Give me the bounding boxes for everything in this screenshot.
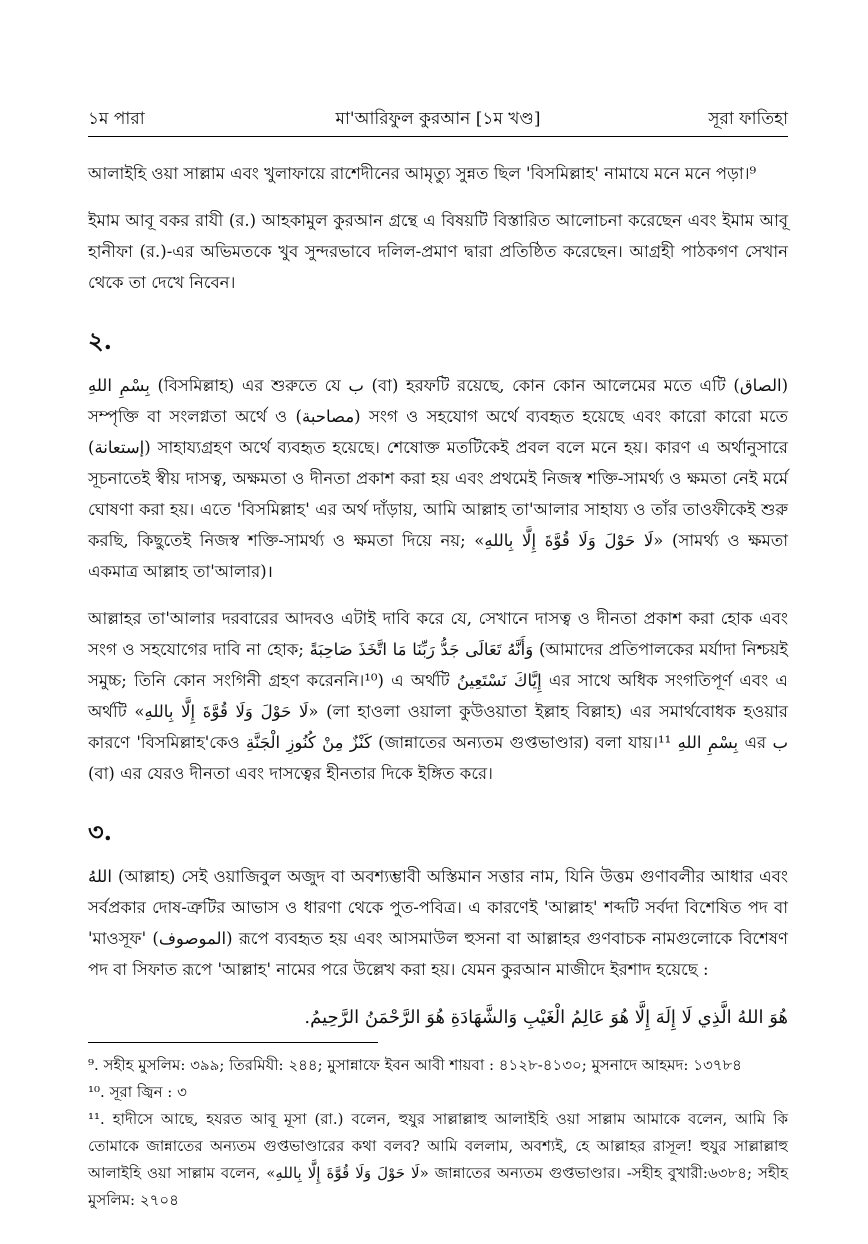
paragraph-5: اللهُ (আল্লাহ) সেই ওয়াজিবুল অজুদ বা অবশ্যম্ভাবী অস্তিমান সত্তার নাম, যিনি উত্তম গুণাবলীর আধার এবং সর্বপ্রকার দোষ-ত্রুটির আভাস ও ধারণা থেকে পুত-পবিত্র। এ কারণেই 'আল্লাহ' শব্দটি সর্বদা বিশেষিত পদ বা 'মাওসূফ' (الموصوف) রূপে ব্যবহৃত হয় এবং আসমাউল হুসনা বা আল্লাহর গুণবাচক নামগুলোকে বিশেষণ পদ বা সিফাত রূপে 'আল্লাহ' নামের পরে উল্লেখ করা হয়। যেমন কুরআন মাজীদে ইরশাদ হয়েছে : <box>88 867 788 979</box>
section-heading-3: ৩. <box>88 817 112 846</box>
paragraph-3: بِسْمِ اللهِ (বিসমিল্লাহ) এর শুরুতে যে ب (বা) হরফটি রয়েছে, কোন কোন আলেমের মতে এটি (الصاق) সম্পৃক্তি বা সংলগ্নতা অর্থে ও (مصاحبة) সংগ ও সহযোগ অর্থে ব্যবহৃত হয়েছে এবং কারো কারো মতে (إستعانة) সাহায্যগ্রহণ অর্থে ব্যবহৃত হয়েছে। শেষোক্ত মতটিকেই প্রবল বলে মনে হয়। কারণ এ অর্থানুসারে সূচনাতেই স্বীয় দাসত্ব, অক্ষমতা ও দীনতা প্রকাশ করা হয় এবং প্রথমেই নিজস্ব শক্তি-সামর্থ্য ও ক্ষমতা নেই মর্মে ঘোষণা করা হয়। এতে 'বিসমিল্লাহ' এর অর্থ দাঁড়ায়, আমি আল্লাহ তা'আলার সাহায্য ও তাঁর তাওফীকেই শুরু করছি, কিছুতেই নিজস্ব শক্তি-সামর্থ্য ও ক্ষমতা দিয়ে নয়; «لَا حَوْلَ وَلَا قُوَّةَ إِلَّا بِاللهِ» (সামর্থ্য ও ক্ষমতা একমাত্র আল্লাহ তা'আলার)। <box>88 376 788 581</box>
footnote-11: ¹¹. হাদীসে আছে, হযরত আবূ মূসা (রা.) বলেন, হুযুর সাল্লাল্লাহু আলাইহি ওয়া সাল্লাম আমাকে বলেন, আমি কি তোমাকে জান্নাতের অন্যতম গুপ্তভাণ্ডারের কথা বলব? আমি বললাম, অবশ্যই, হে আল্লাহর রাসূল! হুযুর সাল্লাল্লাহু আলাইহি ওয়া সাল্লাম বলেন, «لَا حَوْلَ وَلَا قُوَّةَ إِلَّا بِاللهِ» জান্নাতের অন্যতম গুপ্তভাণ্ডার। -সহীহ বুখারী:৬৩৮৪; সহীহ মুসলিম: ২৭০৪ <box>88 1110 788 1209</box>
footnote-10: ¹⁰. সূরা জ্বিন : ৩ <box>88 1083 187 1101</box>
main-text <box>88 158 788 1035</box>
running-header <box>88 102 788 132</box>
paragraph-4: আল্লাহর তা'আলার দরবারের আদবও এটাই দাবি করে যে, সেখানে দাসত্ব ও দীনতা প্রকাশ করা হোক এবং সংগ ও সহযোগের দাবি না হোক; وَأَنَّهُ تَعَالَى جَدُّ رَبِّنَا مَا اتَّخَذَ صَاحِبَةً (আমাদের প্রতিপালকের মর্যাদা নিশ্চয়ই সমুচ্চ; তিনি কোন সংগিনী গ্রহণ করেননি।¹⁰) এ অর্থটি إِيَّاكَ نَسْتَعِينُ এর সাথে অধিক সংগতিপূর্ণ এবং এ অর্থটি «لَا حَوْلَ وَلَا قُوَّةَ إِلَّا بِاللهِ» (লা হাওলা ওয়ালা কুউওয়াতা ইল্লাহ বিল্লাহ) এর সমার্থবোধক হওয়ার কারণে 'বিসমিল্লাহ'কেও كَنْزٌ مِنْ كُنُوزِ الْجَنَّةِ (জান্নাতের অন্যতম গুপ্তভাণ্ডার) বলা যায়।¹¹ بِسْمِ اللهِ এর ب (বা) এর যেরও দীনতা এবং দাসত্বের হীনতার দিকে ইঙ্গিত করে। <box>88 609 788 783</box>
section-heading-2: ২. <box>88 326 112 355</box>
footnote-9: ⁹. সহীহ মুসলিম: ৩৯৯; তিরমিযী: ২৪৪; মুসান্নাফে ইবন আবী শায়বা : ৪১২৮-৪১৩০; মুসনাদে আহমদ: ১৩৭৮৪ <box>88 1056 742 1074</box>
footnote-rule <box>88 1042 378 1043</box>
paragraph-1: আলাইহি ওয়া সাল্লাম এবং খুলাফায়ে রাশেদীনের আমৃত্যু সুন্নত ছিল 'বিসমিল্লাহ' নামাযে মনে মনে পড়া।⁹ <box>88 164 757 183</box>
header-book-title: মা'আরিফুল কুরআন [১ম খণ্ড] <box>335 109 541 129</box>
header-surah-name: সূরা ফাতিহা <box>708 109 788 129</box>
header-para-label: ১ম পারা <box>88 109 145 129</box>
header-rule <box>88 136 788 137</box>
quran-verse: هُوَ اللهُ الَّذِي لَا إِلَهَ إِلَّا هُوَ عَالِمُ الْغَيْبِ وَالشَّهَادَةِ هُوَ الرَّحْمَنُ الرَّحِيمُ. <box>304 1007 788 1028</box>
footnotes <box>88 1052 788 1214</box>
paragraph-2: ইমাম আবূ বকর রাযী (র.) আহকামুল কুরআন গ্রন্থে এ বিষয়টি বিস্তারিত আলোচনা করেছেন এবং ইমাম আবূ হানীফা (র.)-এর অভিমতকে খুব সুন্দরভাবে দলিল-প্রমাণ দ্বারা প্রতিষ্ঠিত করেছেন। আগ্রহী পাঠকগণ সেখান থেকে তা দেখে নিবেন। <box>88 211 788 292</box>
